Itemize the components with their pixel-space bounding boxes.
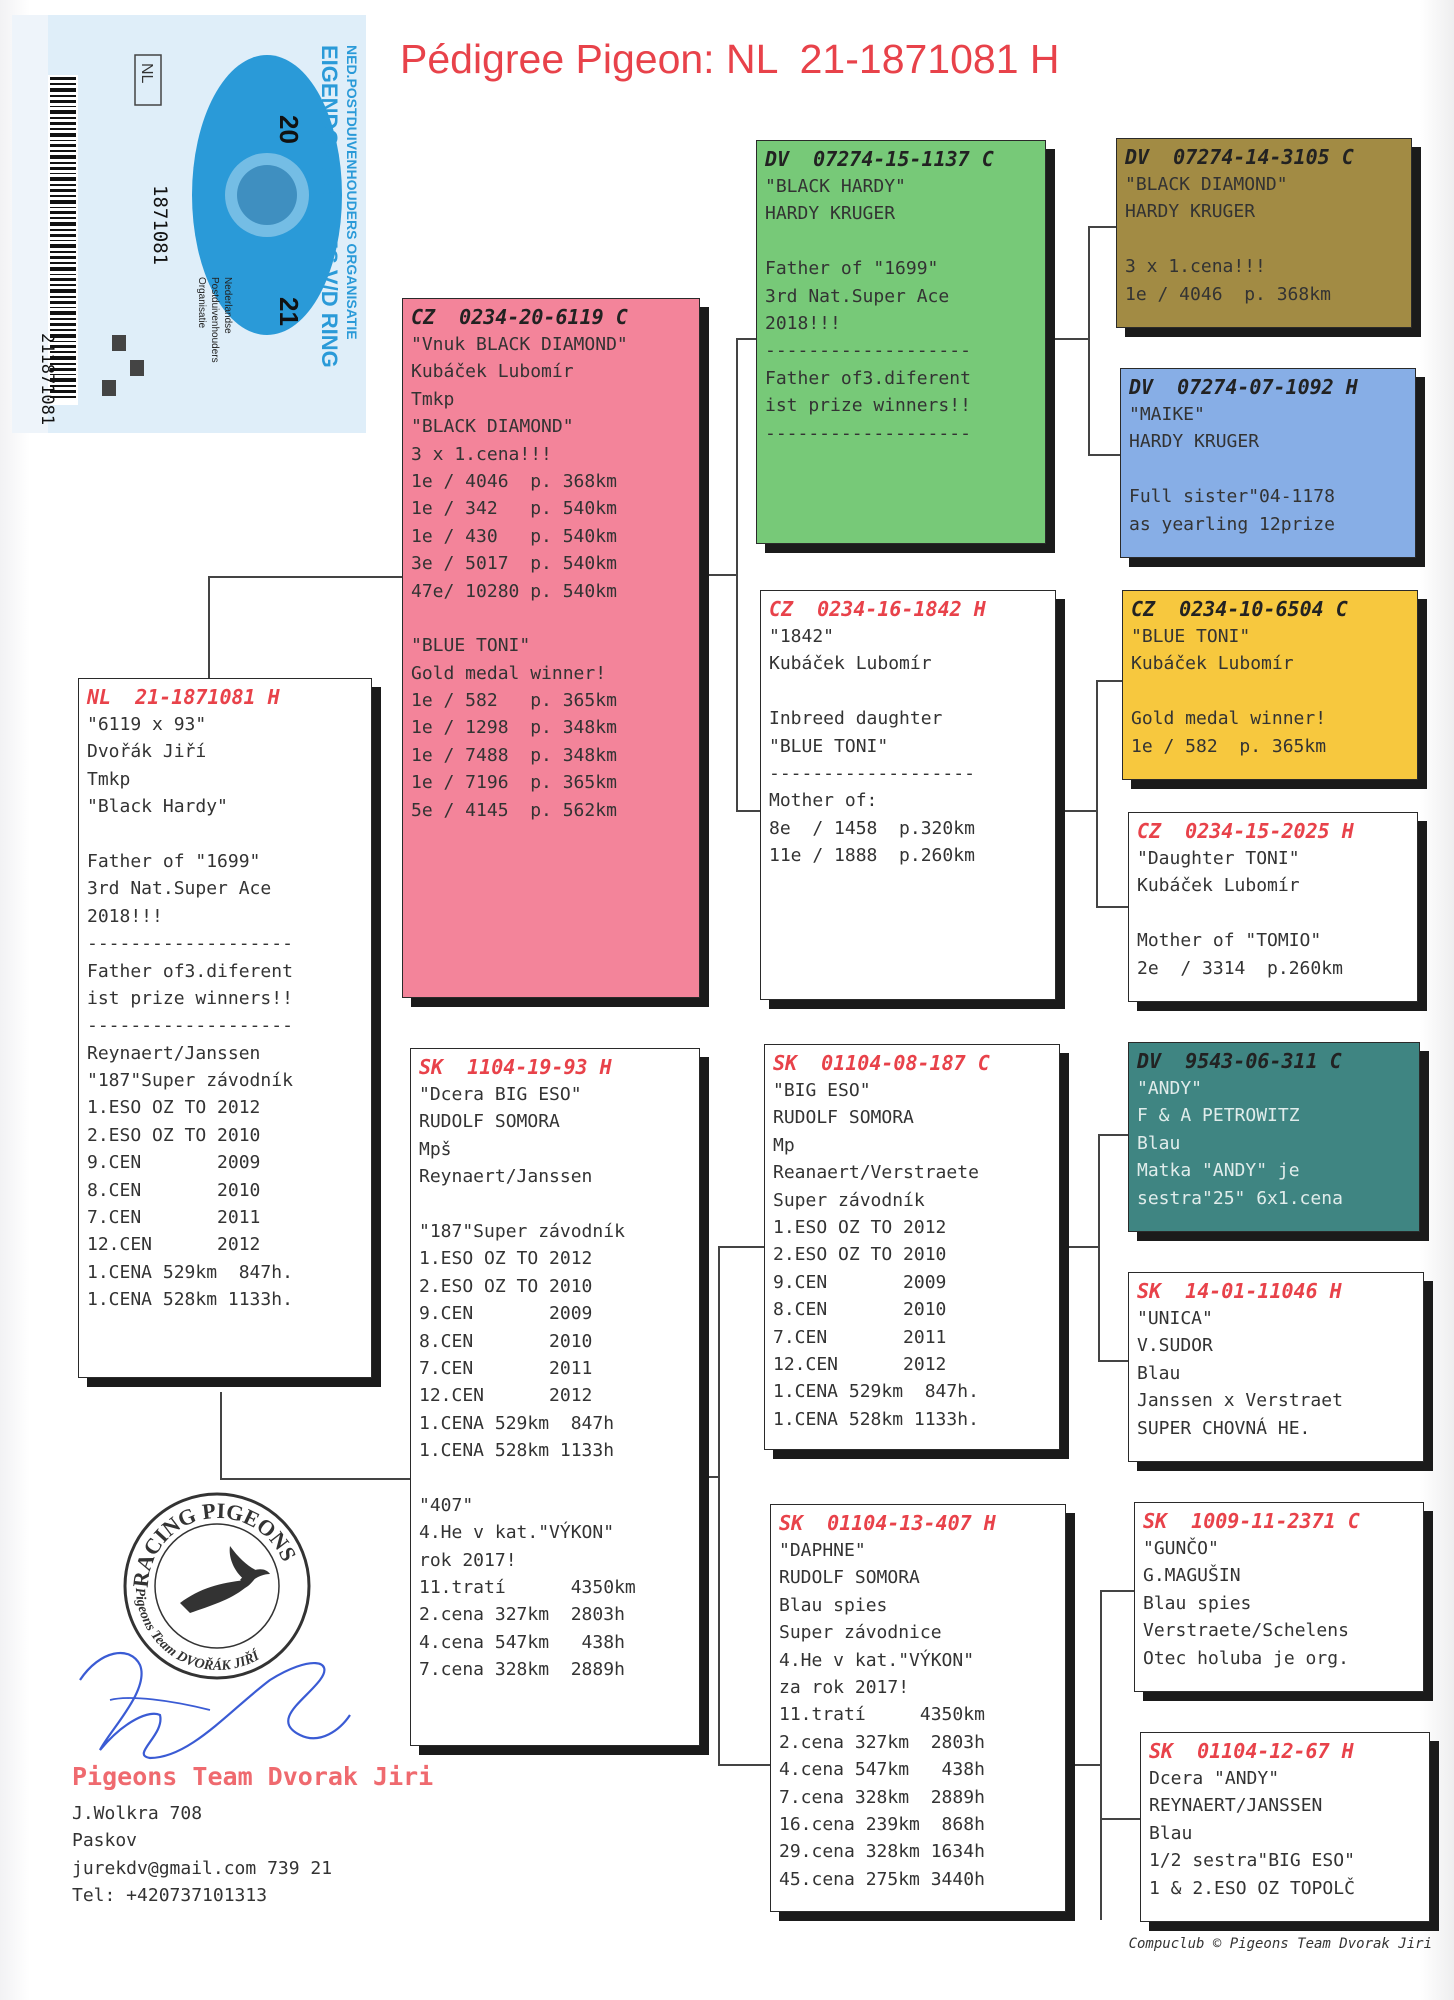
detail-line (419, 1191, 691, 1218)
detail-line: Gold medal winner! (411, 662, 607, 684)
connector-line (208, 576, 402, 578)
detail-line: Blau spies (779, 1594, 888, 1616)
ring-id-header: DV 9543-06-311 C (1137, 1049, 1342, 1073)
detail-line: 4.He v kat."VÝKON" (779, 1649, 975, 1671)
detail-line: Mother of: (769, 790, 878, 812)
detail-line: Gold medal winner! (1131, 708, 1327, 730)
detail-line: "Daughter TONI" (1137, 848, 1300, 869)
detail-line: "DAPHNE" (779, 1540, 866, 1561)
detail-line: Tmkp (411, 388, 455, 410)
detail-line: Father of3.diferent (765, 367, 971, 389)
detail-line: 1e / 1298 p. 348km (411, 717, 617, 739)
detail-line: "BLACK DIAMOND" (1125, 174, 1288, 195)
connector-line (736, 338, 738, 812)
detail-line: "187"Super závodník (419, 1220, 625, 1242)
pigeon-card-dam-dam (770, 1504, 1066, 1912)
ring-year-left: 20 (274, 115, 304, 144)
detail-line: RUDOLF SOMORA (419, 1111, 560, 1133)
detail-line: 1e / 7196 p. 365km (411, 772, 617, 794)
ring-ownership-card (12, 15, 366, 433)
detail-line: Father of "1699" (87, 850, 261, 872)
detail-line: "BLUE TONI" (411, 635, 531, 657)
detail-line: 1.ESO OZ TO 2012 (87, 1097, 261, 1119)
connector-line (718, 1764, 772, 1766)
detail-line: 4.He v kat."VÝKON" (419, 1522, 615, 1544)
pigeon-details (779, 1537, 1057, 1893)
ring-id-header: NL 21-1871081 H (87, 685, 280, 709)
breeder-name: Pigeons Team Dvorak Jiri (72, 1762, 434, 1791)
detail-line: Blau (1137, 1362, 1181, 1384)
pigeon-card-sire-dam-sire (1122, 590, 1418, 780)
connector-line (1096, 680, 1098, 908)
detail-line: G.MAGUŠIN (1143, 1565, 1241, 1587)
connector-line (718, 1246, 720, 1766)
detail-line: "ANDY" (1137, 1078, 1203, 1099)
ring-id-header: DV 07274-15-1137 C (765, 147, 994, 171)
pigeon-card-dam-sire (764, 1044, 1060, 1450)
detail-line (769, 678, 1047, 705)
detail-line: 9.CEN 2009 (419, 1303, 593, 1325)
pigeon-details (773, 1077, 1051, 1433)
signature-scribble (70, 1640, 360, 1780)
detail-line: SUPER CHOVNÁ HE. (1137, 1417, 1311, 1439)
ring-id-header: CZ 0234-15-2025 H (1137, 819, 1354, 843)
detail-line: 9.CEN 2009 (773, 1271, 947, 1293)
detail-line: "187"Super závodník (87, 1070, 293, 1092)
connector-line (208, 576, 210, 678)
pigeon-card-sire-dam-dam (1128, 812, 1418, 1002)
connector-line (736, 810, 760, 812)
detail-line: rok 2017! (419, 1549, 517, 1571)
detail-line: 2.cena 327km 2803h (779, 1731, 985, 1753)
detail-line (1129, 456, 1407, 483)
pigeon-card-sire-dam (760, 590, 1056, 1000)
detail-line: ist prize winners!! (87, 987, 293, 1009)
connector-line (1098, 1134, 1128, 1136)
connector-line (1060, 1246, 1100, 1248)
connector-line (1068, 1764, 1102, 1766)
detail-line: Super závodnice (779, 1622, 942, 1644)
detail-line: "Dcera BIG ESO" (419, 1084, 582, 1105)
detail-line: 2.cena 327km 2803h (419, 1604, 625, 1626)
pigeon-details (1129, 401, 1407, 538)
detail-line: 3rd Nat.Super Ace (765, 285, 950, 307)
org-logo-icon (130, 360, 144, 376)
detail-line: Mother of "TOMIO" (1137, 930, 1322, 952)
breeder-address (72, 1800, 332, 1910)
pigeon-card-sire (402, 298, 700, 998)
detail-line: ------------------- (87, 933, 293, 955)
detail-line: REYNAERT/JANSSEN (1149, 1795, 1323, 1817)
detail-line: 11.tratí 4350km (419, 1577, 636, 1599)
pigeon-card-dam-dam-sire (1134, 1502, 1424, 1692)
detail-line: "BLACK DIAMOND" (411, 416, 574, 438)
detail-line: 1.CENA 528km 1133h. (87, 1289, 293, 1311)
detail-line: Super závodník (773, 1189, 925, 1211)
detail-line: 8.CEN 2010 (419, 1330, 593, 1352)
detail-line: 3 x 1.cena!!! (1125, 256, 1266, 278)
detail-line: 3e / 5017 p. 540km (411, 553, 617, 575)
detail-line: ------------------- (765, 422, 971, 444)
pigeon-card-sire-sire-dam (1120, 368, 1416, 558)
detail-line: 1.CENA 529km 847h (419, 1412, 615, 1434)
detail-line: Matka "ANDY" je (1137, 1160, 1300, 1182)
detail-line: Reynaert/Janssen (419, 1166, 593, 1188)
pigeon-card-sire-sire-sire (1116, 138, 1412, 328)
connector-line (1100, 1590, 1134, 1592)
detail-line: 2.ESO OZ TO 2010 (87, 1124, 261, 1146)
ring-year-right: 21 (274, 297, 304, 326)
org-label-2: Postduivenhouders (209, 277, 220, 363)
detail-line: 4.cena 547km 438h (419, 1631, 625, 1653)
detail-line: 1 & 2.ESO OZ TOPOLČ (1149, 1877, 1355, 1899)
detail-line: "407" (419, 1494, 474, 1516)
detail-line: 7.CEN 2011 (87, 1207, 261, 1229)
detail-line: Kubáček Lubomír (411, 361, 574, 383)
connector-line (1100, 1818, 1140, 1820)
detail-line: 1.ESO OZ TO 2012 (773, 1216, 947, 1238)
detail-line: Dcera "ANDY" (1149, 1768, 1280, 1789)
detail-line: 4.cena 547km 438h (779, 1759, 985, 1781)
org-logo-icon (102, 380, 116, 396)
pigeon-details (1137, 1305, 1415, 1442)
pigeon-card-subject (78, 678, 372, 1378)
detail-line: 2018!!! (87, 905, 163, 927)
detail-line: 47e/ 10280 p. 540km (411, 580, 617, 602)
detail-line: 2.ESO OZ TO 2010 (773, 1244, 947, 1266)
org-label-1: Nederlandse (222, 277, 233, 334)
detail-line: 8e / 1458 p.320km (769, 817, 975, 839)
detail-line (87, 821, 363, 848)
detail-line: "BLACK HARDY" (765, 176, 906, 197)
detail-line: 1e / 4046 p. 368km (411, 470, 617, 492)
detail-line: "6119 x 93" (87, 714, 207, 735)
detail-line: ------------------- (769, 762, 975, 784)
detail-line (419, 1464, 691, 1491)
detail-line: 9.CEN 2009 (87, 1152, 261, 1174)
ring-id-header: CZ 0234-16-1842 H (769, 597, 986, 621)
detail-line (1125, 226, 1403, 253)
connector-line (1096, 906, 1128, 908)
detail-line: sestra"25" 6x1.cena (1137, 1187, 1343, 1209)
stamp-top-text: RACING PIGEONS (127, 1497, 302, 1589)
detail-line: 3 x 1.cena!!! (411, 443, 552, 465)
detail-line (1131, 678, 1409, 705)
detail-line: "BLUE TONI" (1131, 626, 1251, 647)
detail-line: 7.CEN 2011 (773, 1326, 947, 1348)
detail-line: HARDY KRUGER (765, 203, 896, 225)
detail-line: 12.CEN 2012 (773, 1353, 947, 1375)
pigeon-card-sire-sire (756, 140, 1046, 544)
ring-id-header: SK 01104-13-407 H (779, 1511, 996, 1535)
ring-card-graphic (12, 15, 366, 433)
ring-id-header: DV 07274-14-3105 C (1125, 145, 1354, 169)
org-label-3: Organisatie (196, 277, 207, 329)
ring-country: NL (138, 63, 155, 84)
detail-line: Blau spies (1143, 1592, 1252, 1614)
pigeon-details (1137, 845, 1409, 982)
detail-line: ------------------- (87, 1015, 293, 1037)
detail-line: 1e / 582 p. 365km (411, 690, 617, 712)
detail-line: Blau (1149, 1822, 1193, 1844)
detail-line: Mpš (419, 1138, 452, 1160)
detail-line: 2.ESO OZ TO 2010 (419, 1275, 593, 1297)
page-title: Pédigree Pigeon: NL 21-1871081 H (400, 36, 1060, 82)
detail-line: V.SUDOR (1137, 1335, 1213, 1357)
detail-line: Father of "1699" (765, 258, 939, 280)
detail-line: RUDOLF SOMORA (779, 1567, 920, 1589)
detail-line: Otec holuba je org. (1143, 1647, 1349, 1669)
pigeon-card-dam (410, 1048, 700, 1746)
ring-id-header: SK 01104-12-67 H (1149, 1739, 1354, 1763)
detail-line: 1e / 582 p. 365km (1131, 735, 1327, 757)
detail-line: 11.tratí 4350km (779, 1704, 985, 1726)
detail-line: Full sister"04-1178 (1129, 486, 1335, 508)
pigeon-details (1149, 1765, 1421, 1902)
detail-line: "UNICA" (1137, 1308, 1213, 1329)
connector-line (1054, 810, 1096, 812)
stamp-bottom-text: Pigeons Team DVOŘÁK JIŘÍ (131, 1587, 262, 1674)
connector-line (1096, 680, 1122, 682)
connector-line (1044, 338, 1090, 340)
connector-line (1088, 226, 1090, 456)
detail-line: Reanaert/Verstraete (773, 1162, 979, 1184)
detail-line: 7.CEN 2011 (419, 1357, 593, 1379)
connector-line (736, 338, 758, 340)
detail-line: 2018!!! (765, 312, 841, 334)
connector-line (220, 1478, 414, 1480)
pigeon-card-dam-sire-dam (1128, 1272, 1424, 1462)
detail-line: "BIG ESO" (773, 1080, 871, 1101)
detail-line: ------------------- (765, 340, 971, 362)
pigeon-details (1143, 1535, 1415, 1672)
address-line: J.Wolkra 708 (72, 1803, 203, 1824)
detail-line: 11e / 1888 p.260km (769, 845, 975, 867)
ring-id-header: CZ 0234-10-6504 C (1131, 597, 1348, 621)
pigeon-details (419, 1081, 691, 1684)
pigeon-details (1137, 1075, 1411, 1212)
pigeon-card-dam-sire-sire (1128, 1042, 1420, 1232)
ring-title: EIGENDOMSBEWIJS V/D RING (317, 45, 342, 368)
detail-line: 1e / 342 p. 540km (411, 498, 617, 520)
org-logo-icon (112, 335, 126, 351)
detail-line: 12.CEN 2012 (419, 1385, 593, 1407)
address-line: Paskov (72, 1830, 138, 1852)
dove-icon (180, 1546, 270, 1613)
detail-line: Tmkp (87, 768, 131, 790)
detail-line: F & A PETROWITZ (1137, 1105, 1300, 1127)
ring-id-header: SK 01104-08-187 C (773, 1051, 990, 1075)
detail-line: 1.CENA 528km 1133h (419, 1440, 615, 1462)
detail-line: ist prize winners!! (765, 395, 971, 417)
connector-line (1100, 1590, 1102, 1920)
detail-line: Kubáček Lubomír (1131, 653, 1294, 675)
connector-line (220, 1392, 222, 1480)
connector-line (718, 1246, 766, 1248)
footer-credit: Compuclub © Pigeons Team Dvorak Jiri (1128, 1936, 1432, 1952)
detail-line: 8.CEN 2010 (87, 1179, 261, 1201)
detail-line: 1e / 4046 p. 368km (1125, 283, 1331, 305)
detail-line: Reynaert/Janssen (87, 1042, 261, 1064)
pigeon-details (765, 173, 1037, 447)
detail-line: "Black Hardy" (87, 796, 228, 818)
detail-line: Blau (1137, 1132, 1181, 1154)
detail-line: 12.CEN 2012 (87, 1234, 261, 1256)
detail-line: 29.cena 328km 1634h (779, 1841, 985, 1863)
detail-line: 1e / 430 p. 540km (411, 525, 617, 547)
pigeon-details (411, 331, 691, 824)
ring-number: 1871081 (149, 185, 171, 266)
detail-line: Mp (773, 1134, 795, 1156)
detail-line: Janssen x Verstraet (1137, 1390, 1343, 1412)
detail-line: za rok 2017! (779, 1676, 910, 1698)
ring-id-header: SK 1104-19-93 H (419, 1055, 612, 1079)
address-line: Tel: +420737101313 (72, 1885, 268, 1907)
connector-line (700, 1476, 720, 1478)
detail-line: Verstraete/Schelens (1143, 1620, 1349, 1642)
connector-line (1088, 454, 1120, 456)
detail-line: "Vnuk BLACK DIAMOND" (411, 334, 628, 355)
detail-line: 8.CEN 2010 (773, 1299, 947, 1321)
pigeon-details (769, 623, 1047, 870)
connector-line (1088, 226, 1116, 228)
detail-line: Father of3.diferent (87, 960, 293, 982)
detail-line: Dvořák Jiří (87, 741, 207, 763)
detail-line: "BLUE TONI" (769, 735, 889, 757)
detail-line: Kubáček Lubomír (769, 653, 932, 675)
pigeon-details (87, 711, 363, 1314)
detail-line: 1.CENA 529km 847h. (87, 1261, 293, 1283)
detail-line: 7.cena 328km 2889h (419, 1659, 625, 1681)
detail-line: 7.cena 328km 2889h (779, 1786, 985, 1808)
svg-text:RACING PIGEONS (128, 1498, 302, 1589)
ring-id-header: SK 14-01-11046 H (1137, 1279, 1342, 1303)
connector-line (702, 574, 736, 576)
ring-org-line: NED.POSTDUIVENHOUDERS ORGANISATIE (344, 45, 360, 340)
detail-line (1137, 900, 1409, 927)
detail-line: as yearling 12prize (1129, 513, 1335, 535)
detail-line: 1/2 sestra"BIG ESO" (1149, 1850, 1355, 1872)
detail-line: 45.cena 275km 3440h (779, 1868, 985, 1890)
barcode-number: 211871081 (37, 333, 57, 426)
detail-line: 16.cena 239km 868h (779, 1813, 985, 1835)
detail-line: 3rd Nat.Super Ace (87, 878, 272, 900)
detail-line: HARDY KRUGER (1129, 431, 1260, 453)
detail-line: "MAIKE" (1129, 404, 1205, 425)
pigeon-card-dam-dam-dam (1140, 1732, 1430, 1922)
detail-line: 1e / 7488 p. 348km (411, 744, 617, 766)
ring-id-header: SK 1009-11-2371 C (1143, 1509, 1360, 1533)
connector-line (1098, 1134, 1100, 1362)
detail-line: Inbreed daughter (769, 708, 943, 730)
pigeon-details (1125, 171, 1403, 308)
detail-line: RUDOLF SOMORA (773, 1107, 914, 1129)
detail-line: 1.CENA 528km 1133h. (773, 1408, 979, 1430)
detail-line: 5e / 4145 p. 562km (411, 799, 617, 821)
detail-line (765, 228, 1037, 255)
ring-id-header: DV 07274-07-1092 H (1129, 375, 1358, 399)
detail-line: 1.ESO OZ TO 2012 (419, 1248, 593, 1270)
detail-line: Kubáček Lubomír (1137, 875, 1300, 897)
detail-line: "1842" (769, 626, 835, 647)
detail-line (411, 605, 691, 632)
ring-id-header: CZ 0234-20-6119 C (411, 305, 628, 329)
detail-line: "GUNČO" (1143, 1538, 1219, 1559)
detail-line: 2e / 3314 p.260km (1137, 957, 1343, 979)
detail-line: HARDY KRUGER (1125, 201, 1256, 223)
pigeon-details (1131, 623, 1409, 760)
address-line: jurekdv@gmail.com 739 21 (72, 1857, 333, 1879)
detail-line: 1.CENA 529km 847h. (773, 1381, 979, 1403)
